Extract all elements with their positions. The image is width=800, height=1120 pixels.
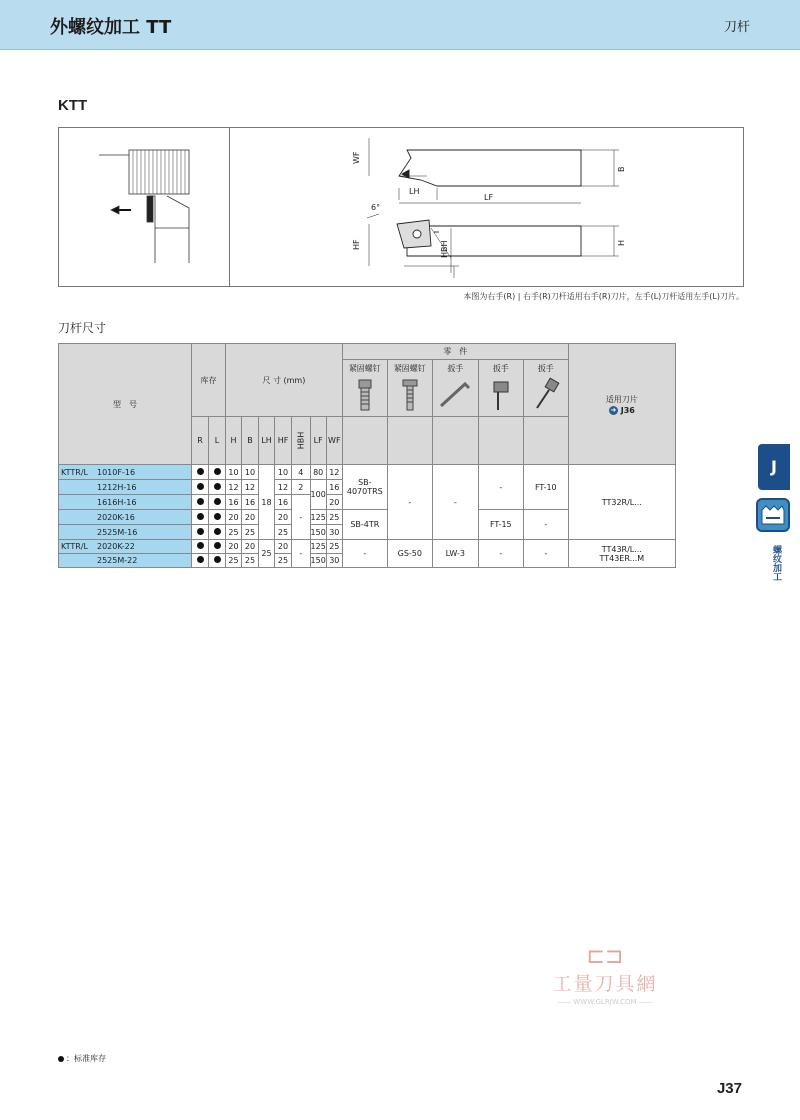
cell-b: 10 — [242, 465, 259, 480]
footnote — [58, 1053, 106, 1064]
table-row — [59, 465, 676, 480]
insert-page-ref[interactable]: ➜ J36 — [610, 405, 635, 415]
dim-lf-label: LF — [484, 193, 494, 202]
header-clamp-screw-2: 紧固螺钉 — [387, 360, 432, 417]
watermark-name: 工量刀具網 — [552, 973, 658, 995]
cell-hf: 10 — [275, 465, 292, 480]
arrow-right-icon: ➜ — [610, 405, 617, 414]
cell-lf: 150 — [310, 554, 326, 568]
tool-diagram — [58, 127, 744, 287]
cell-b: 20 — [242, 540, 259, 554]
model-cell: 1616H-16 — [59, 495, 192, 510]
cell-h: 10 — [226, 465, 242, 480]
header-h: H — [226, 417, 242, 465]
stock-dot-icon — [197, 528, 204, 535]
model-cell: 2020K-16 — [59, 510, 192, 525]
watermark — [540, 944, 670, 1006]
cell-screw: - — [342, 540, 387, 568]
model-cell: 2525M-22 — [59, 554, 192, 568]
cell-lf: 125 — [310, 540, 326, 554]
cell-hf: 20 — [275, 510, 292, 525]
dim-wf-label: WF — [352, 151, 361, 164]
header-r: R — [192, 417, 209, 465]
stock-dot-icon — [214, 542, 221, 549]
cell-h: 16 — [226, 495, 242, 510]
stock-dot-icon — [58, 1056, 64, 1062]
stock-r — [192, 480, 209, 495]
cell-screw2: - — [387, 465, 432, 540]
torx-key-icon — [486, 374, 516, 414]
stock-l — [209, 525, 226, 540]
stock-dot-icon — [197, 513, 204, 520]
cell-screw: SB-4TR — [342, 510, 387, 540]
screw-icon — [353, 374, 377, 414]
cell-hbh: 2 — [292, 480, 311, 495]
cell-lf: 80 — [310, 465, 326, 480]
cell-insert: TT43R/L... TT43ER...M — [568, 540, 675, 568]
header-wrench-2: 扳手 — [478, 360, 523, 417]
cell-hf: 20 — [275, 540, 292, 554]
cell-h: 25 — [226, 554, 242, 568]
cell-screw2: GS-50 — [387, 540, 432, 568]
cell-wf: 30 — [326, 554, 342, 568]
stock-l — [209, 554, 226, 568]
stock-r — [192, 525, 209, 540]
dim-b-label: B — [617, 166, 626, 172]
stock-dot-icon — [214, 498, 221, 505]
cell-hbh: - — [292, 540, 311, 568]
stock-dot-icon — [197, 483, 204, 490]
tool-drawing — [59, 128, 745, 288]
cell-wrench1: LW-3 — [432, 540, 478, 568]
cell-h: 12 — [226, 480, 242, 495]
cell-hf: 12 — [275, 480, 292, 495]
cell-wrench3: - — [523, 540, 568, 568]
hex-key-icon — [435, 374, 475, 414]
section-title: KTT — [58, 97, 88, 114]
cell-hf: 25 — [275, 525, 292, 540]
stock-dot-icon — [197, 556, 204, 563]
threading-view — [99, 150, 189, 263]
watermark-logo-icon: ⊏⊐ — [586, 944, 624, 969]
stock-dot-icon — [214, 483, 221, 490]
header-clamp-screw-1: 紧固螺钉 — [342, 360, 387, 417]
cell-insert: TT32R/L... — [568, 465, 675, 540]
header-wrench-3: 扳手 — [523, 360, 568, 417]
cell-lf: 150 — [310, 525, 326, 540]
header-parts-icons-spacer — [387, 417, 432, 465]
cell-h: 25 — [226, 525, 242, 540]
holder-dimension-table — [58, 343, 676, 568]
category-label: 刀杆 — [723, 20, 750, 35]
stock-dot-icon — [197, 542, 204, 549]
header-b: B — [242, 417, 259, 465]
cell-hbh: 4 — [292, 465, 311, 480]
stock-r — [192, 540, 209, 554]
stock-r — [192, 510, 209, 525]
cell-lf: 125 — [310, 510, 326, 525]
stock-l — [209, 480, 226, 495]
stock-l — [209, 465, 226, 480]
cell-b: 25 — [242, 525, 259, 540]
cell-hf: 16 — [275, 495, 292, 510]
side-view — [367, 214, 619, 278]
cell-h: 20 — [226, 540, 242, 554]
stock-dot-icon — [214, 468, 221, 475]
cell-hbh: - — [292, 495, 311, 540]
header-hf: HF — [275, 417, 292, 465]
cell-screw: SB-4070TRS — [342, 465, 387, 510]
header-wrench-1: 扳手 — [432, 360, 478, 417]
header-l: L — [209, 417, 226, 465]
stock-dot-icon — [214, 556, 221, 563]
table-row — [59, 540, 676, 554]
stock-r — [192, 495, 209, 510]
cell-hf: 25 — [275, 554, 292, 568]
footnote-text: ：标准库存 — [66, 1054, 106, 1063]
cell-wf: 12 — [326, 465, 342, 480]
header-hbh: HBH — [292, 417, 311, 465]
header-parts-icons-spacer — [478, 417, 523, 465]
diagram-caption: 本图为右手(R) | 右手(R)刀杆适用右手(R)刀片，左手(L)刀杆适用左手(L)刀片。 — [463, 292, 744, 301]
cell-lf: 100 — [310, 480, 326, 510]
threading-chapter-icon — [756, 498, 790, 532]
cell-lh: 25 — [259, 540, 275, 568]
header-lf: LF — [310, 417, 326, 465]
cell-wrench2: FT-15 — [478, 510, 523, 540]
header-stock: 库存 — [192, 344, 226, 417]
dim-h-label: H — [617, 239, 626, 246]
cell-wrench1: - — [432, 465, 478, 540]
chapter-label: 螺纹加工 — [771, 545, 781, 581]
cell-wf: 25 — [326, 540, 342, 554]
cell-wf: 30 — [326, 525, 342, 540]
screw-icon — [398, 374, 422, 414]
cell-wf: 25 — [326, 510, 342, 525]
page-header — [0, 0, 800, 50]
stock-l — [209, 540, 226, 554]
stock-l — [209, 495, 226, 510]
cell-b: 16 — [242, 495, 259, 510]
cell-wf: 16 — [326, 480, 342, 495]
header-parts: 零 件 — [342, 344, 568, 360]
model-cell: 2525M-16 — [59, 525, 192, 540]
model-cell: KTTR/L 1010F-16 — [59, 465, 192, 480]
header-insert: 适用刀片 ➜ J36 — [568, 344, 675, 465]
dim-hbh-label: HBH — [440, 240, 449, 258]
header-parts-icons-spacer — [342, 417, 387, 465]
cell-wrench3: FT-10 — [523, 465, 568, 510]
header-wf: WF — [326, 417, 342, 465]
stock-l — [209, 510, 226, 525]
dim-hf-label: HF — [352, 239, 361, 250]
model-cell: KTTR/L 2020K-22 — [59, 540, 192, 554]
cell-b: 25 — [242, 554, 259, 568]
thread-icon — [758, 500, 788, 530]
cell-b: 12 — [242, 480, 259, 495]
cell-wf: 20 — [326, 495, 342, 510]
stock-dot-icon — [197, 498, 204, 505]
header-model: 型 号 — [59, 344, 192, 465]
model-cell: 1212H-16 — [59, 480, 192, 495]
stock-r — [192, 554, 209, 568]
stock-dot-icon — [197, 468, 204, 475]
cell-wrench3: - — [523, 510, 568, 540]
page-number: J37 — [716, 1080, 742, 1097]
stock-dot-icon — [214, 513, 221, 520]
header-parts-icons-spacer — [523, 417, 568, 465]
stock-r — [192, 465, 209, 480]
header-dimensions: 尺 寸 (mm) — [226, 344, 343, 417]
chapter-tab[interactable]: J — [758, 444, 790, 490]
stock-dot-icon — [214, 528, 221, 535]
header-lh: LH — [259, 417, 275, 465]
page-title: 外螺纹加工 TT — [50, 17, 172, 38]
cell-h: 20 — [226, 510, 242, 525]
cell-wrench2: - — [478, 540, 523, 568]
dim-angle-label: 6° — [371, 203, 381, 212]
cell-lh: 18 — [259, 465, 275, 540]
watermark-url: —— WWW.GLRJW.COM —— — [557, 998, 653, 1006]
table-title: 刀杆尺寸 — [58, 321, 107, 335]
torque-key-icon — [531, 374, 561, 414]
top-view — [369, 138, 619, 203]
cell-b: 20 — [242, 510, 259, 525]
header-parts-icons-spacer — [432, 417, 478, 465]
cell-wrench2: - — [478, 465, 523, 510]
dim-lh-label: LH — [409, 187, 420, 196]
